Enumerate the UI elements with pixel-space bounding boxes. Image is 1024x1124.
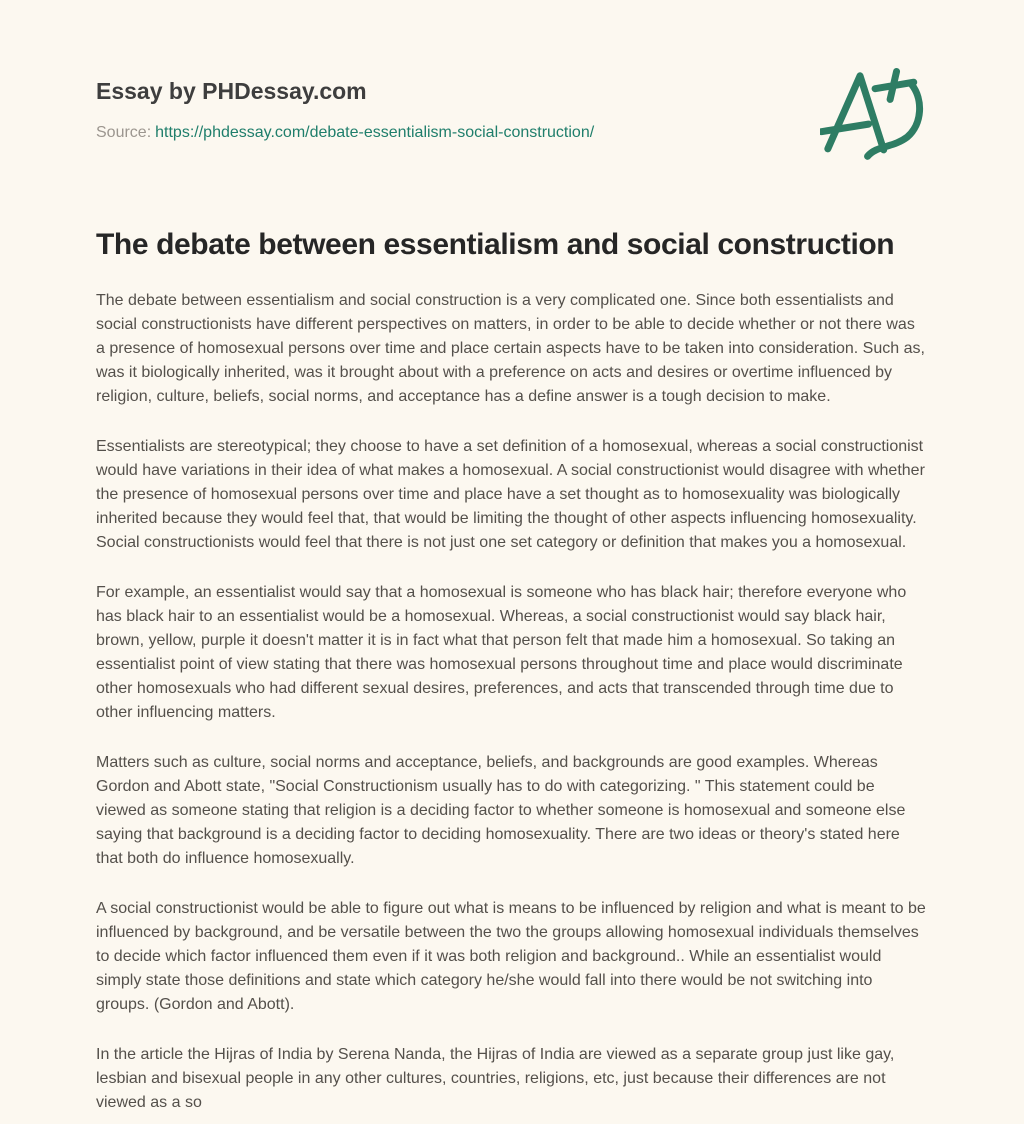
source-label: Source: bbox=[96, 124, 152, 141]
article-title: The debate between essentialism and social construction bbox=[96, 228, 895, 261]
article-body bbox=[96, 289, 928, 1115]
article-paragraph: The debate between essentialism and social construction is a very complicated one. Since both essentialists and social constructionists have different perspectives on matters, in order to be able to decide whether or not there was a presence of homosexual persons over time and place certain aspects have to be taken into consideration. Such as, was it biologically inherited, was it brought about with a preference on acts and desires or overtime influenced by religion, culture, beliefs, social norms, and acceptance has a define answer is a tough decision to make. bbox=[96, 292, 925, 405]
source-line bbox=[96, 124, 928, 142]
article-paragraph: Essentialists are stereotypical; they choose to have a set definition of a homosexual, whereas a social constructionist would have variations in their idea of what makes a homosexual. A social constructionist would disagree with whether the presence of homosexual persons over time and place have a set thought as to homosexuality was biologically inherited because they would feel that, that would be limiting the thought of other aspects influencing homosexuality. Social constructionists would feel that there is not just one set category or definition that makes you a homosexual. bbox=[96, 438, 925, 551]
article-paragraph: For example, an essentialist would say that a homosexual is someone who has black hair; therefore everyone who has black hair to an essentialist would be a homosexual. Whereas, a social constructionist would say black hair, brown, yellow, purple it doesn't matter it is in fact what that person felt that made him a homosexual. So taking an essentialist point of view stating that there was homosexual persons throughout time and place would discriminate other homosexuals who had different sexual desires, preferences, and acts that transcended through time due to other influencing matters. bbox=[96, 584, 907, 721]
source-url-link[interactable]: https://phdessay.com/debate-essentialism-social-construction/ bbox=[155, 124, 595, 141]
site-title: Essay by PHDessay.com bbox=[96, 78, 367, 104]
a-plus-logo-icon bbox=[820, 64, 928, 166]
article-paragraph: A social constructionist would be able to figure out what is means to be influenced by religion and what is meant to be influenced by background, and be versatile between the two the groups allowing homosexual individuals themselves to decide which factor influenced them even if it was both religion and background.. While an essentialist would simply state those definitions and state which category he/she would fall into there would be not switching into groups. (Gordon and Abott). bbox=[96, 900, 926, 1013]
article-paragraph: In the article the Hijras of India by Serena Nanda, the Hijras of India are viewed as a separate group just like gay, lesbian and bisexual people in any other cultures, countries, religions, etc, just because their differences are not viewed as a so bbox=[96, 1046, 895, 1111]
phdessay-a-plus-logo bbox=[820, 64, 928, 166]
article-paragraph: Matters such as culture, social norms and acceptance, beliefs, and backgrounds are good examples. Whereas Gordon and Abott state, "Social Constructionism usually has to do with categorizing. " This statement could be viewed as someone stating that religion is a deciding factor to whether someone is homosexual and someone else saying that background is a deciding factor to deciding homosexuality. There are two ideas or theory's stated here that both do influence homosexually. bbox=[96, 754, 906, 867]
